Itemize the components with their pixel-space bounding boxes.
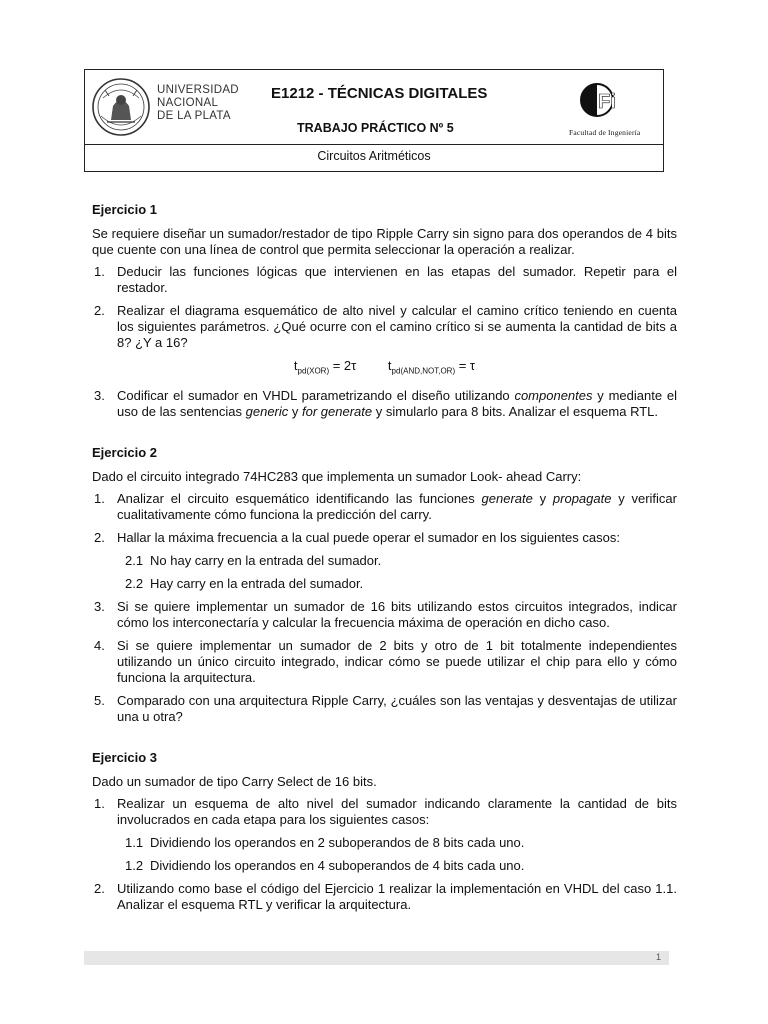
list-item xyxy=(92,599,677,631)
university-line: NACIONAL xyxy=(157,97,219,109)
header-topic-row xyxy=(85,144,663,172)
sub-item xyxy=(92,858,677,874)
faculty-caption: Facultad de Ingeniería xyxy=(569,128,641,137)
exercise-intro: Se requiere diseñar un sumador/restador de tipo Ripple Carry sin signo para dos operandos de 4 bits que cuente con una línea de control que permita seleccionar la operación a realizar. xyxy=(92,226,677,257)
item-text: Si se quiere implementar un sumador de 16 bits utilizando estos circuitos integrados, indicar cómo los interconectaría y calcular la frecuencia máxima de operación en dicho caso. xyxy=(117,598,677,630)
document-header xyxy=(84,69,664,172)
exercise-intro: Dado un sumador de tipo Carry Select de 16 bits. xyxy=(92,773,377,789)
list-item xyxy=(92,303,677,351)
item-text: Comparado con una arquitectura Ripple Carry, ¿cuáles son las ventajas y desventajas de utilizar una u otra? xyxy=(117,692,677,724)
item-text: Analizar el circuito esquemático identificando las funciones generate y propagate y verificar cualitativamente cómo funciona la predicción del carry. xyxy=(117,490,677,522)
timing-formula xyxy=(92,358,677,380)
item-number: 1. xyxy=(94,795,105,811)
list-item xyxy=(92,530,677,546)
university-name xyxy=(157,84,239,123)
item-number: 1. xyxy=(94,490,105,506)
sub-item-text: No hay carry en la entrada del sumador. xyxy=(150,552,382,568)
sub-item xyxy=(92,835,677,851)
header-top-row xyxy=(85,70,663,145)
item-number: 3. xyxy=(94,598,105,614)
item-text: Codificar el sumador en VHDL parametrizando el diseño utilizando componentes y mediante el uso de las sentencias generic y for generate y simularlo para 8 bits. Analizar el esquema RTL. xyxy=(117,387,677,419)
list-item xyxy=(92,638,677,686)
item-number: 5. xyxy=(94,692,105,708)
item-text: Realizar un esquema de alto nivel del sumador indicando claramente la cantidad de bits involucrados en cada etapa para los siguientes casos: xyxy=(117,795,677,827)
list-item xyxy=(92,388,677,420)
document-body xyxy=(92,202,677,920)
exercise-title: Ejercicio 3 xyxy=(92,749,158,765)
sub-item xyxy=(92,576,677,592)
fi-mark: Fi xyxy=(598,91,616,113)
item-number: 4. xyxy=(94,637,105,653)
university-line: DE LA PLATA xyxy=(157,110,231,122)
item-number: 2. xyxy=(94,529,105,545)
list-item xyxy=(92,881,677,913)
sub-item-number: 1.2 xyxy=(125,857,144,873)
sub-item-text: Hay carry en la entrada del sumador. xyxy=(150,575,364,591)
exercise-intro: Dado el circuito integrado 74HC283 que implementa un sumador Look- ahead Carry: xyxy=(92,468,582,484)
university-line: UNIVERSIDAD xyxy=(157,84,239,96)
topic-title: Circuitos Aritméticos xyxy=(317,149,431,163)
exercise-title: Ejercicio 2 xyxy=(92,444,158,460)
formula-and-not-or: $t_{pd(AND,NOT,OR)} = \tau$ xyxy=(387,358,476,376)
sub-item xyxy=(92,553,677,569)
course-title: E1212 - TÉCNICAS DIGITALES xyxy=(271,85,488,102)
exercise-title: Ejercicio 1 xyxy=(92,202,158,217)
item-number: 2. xyxy=(94,303,105,318)
list-item xyxy=(92,491,677,523)
unlp-seal-icon xyxy=(91,76,151,138)
formula-xor: $t_{pd(XOR)} = 2\tau$ xyxy=(293,358,357,376)
item-number: 1. xyxy=(94,264,105,279)
exercise-1 xyxy=(92,202,677,420)
page-number: 1 xyxy=(655,952,661,962)
item-number: 3. xyxy=(94,387,105,403)
sub-item-number: 1.1 xyxy=(125,834,144,850)
sub-item-text: Dividiendo los operandos en 2 suboperandos de 8 bits cada uno. xyxy=(150,834,525,850)
list-item xyxy=(92,264,677,296)
practical-title: TRABAJO PRÁCTICO Nº 5 xyxy=(297,121,454,135)
item-text: Utilizando como base el código del Ejercicio 1 realizar la implementación en VHDL del caso 1.1. Analizar el esquema RTL y verificar la arquitectura. xyxy=(117,880,677,912)
sub-item-number: 2.1 xyxy=(125,552,144,568)
item-text: Deducir las funciones lógicas que intervienen en las etapas del sumador. Repetir para el restador. xyxy=(117,264,677,295)
sub-item-text: Dividiendo los operandos en 4 suboperandos de 4 bits cada uno. xyxy=(150,857,525,873)
item-number: 2. xyxy=(94,880,105,896)
item-text: Si se quiere implementar un sumador de 2 bits y otro de 1 bit totalmente independientes utilizando un único circuito integrado, indicar cómo se puede utilizar el chip para ello y cómo funciona la arquitectura. xyxy=(117,637,677,685)
exercise-2 xyxy=(92,445,677,725)
item-text: Realizar el diagrama esquemático de alto nivel y calcular el camino crítico teniendo en cuenta los siguientes parámetros. ¿Qué ocurre con el camino crítico si se aumenta la cantidad de bits a 8? ¿Y a 16? xyxy=(117,303,677,350)
exercise-3 xyxy=(92,750,677,913)
sub-item-number: 2.2 xyxy=(125,575,144,591)
list-item xyxy=(92,796,677,828)
page-footer xyxy=(84,951,669,965)
item-text: Hallar la máxima frecuencia a la cual puede operar el sumador en los siguientes casos: xyxy=(117,529,620,545)
list-item xyxy=(92,693,677,725)
